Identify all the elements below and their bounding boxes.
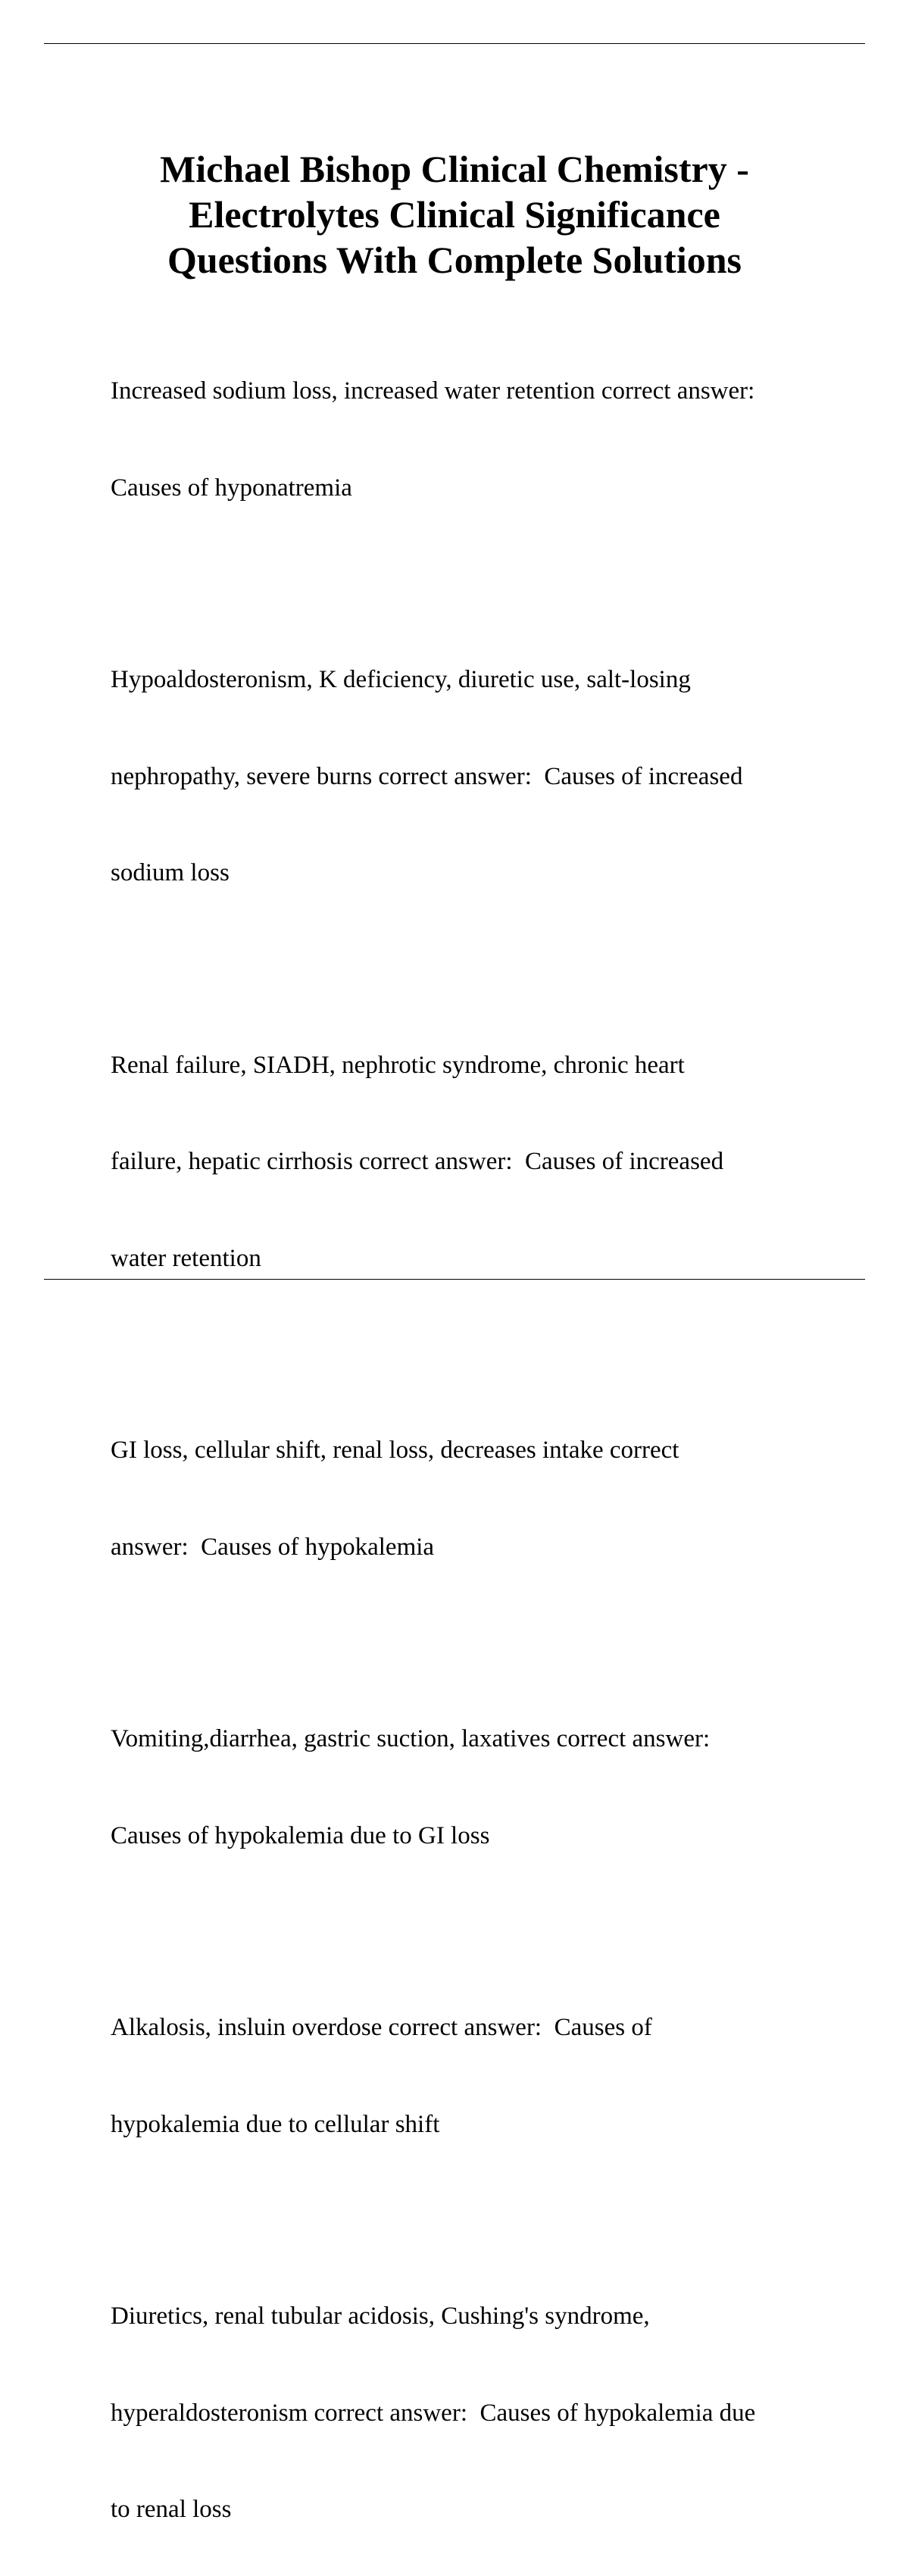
title-line: Electrolytes Clinical Significance [189,193,720,236]
qa-line: to renal loss [111,2496,232,2523]
qa-item [111,599,830,954]
qa-line: sodium loss [111,859,230,886]
qa-item [111,985,830,1340]
qa-list [111,311,830,2576]
qa-item [111,1370,830,1627]
qa-line: Diuretics, renal tubular acidosis, Cushing's syndrome, [111,2302,650,2330]
qa-line: hyperaldosteronism correct answer: Causes of hypokalemia due [111,2399,756,2427]
qa-line: Alkalosis, insluin overdose correct answer: Causes of [111,2014,652,2041]
qa-line: Increased sodium loss, increased water retention correct answer: [111,377,755,405]
qa-item [111,2236,830,2576]
qa-line: hypokalemia due to cellular shift [111,2110,440,2138]
qa-line: nephropathy, severe burns correct answer: Causes of increased [111,762,743,790]
qa-line: Causes of hyponatremia [111,474,352,502]
qa-line: GI loss, cellular shift, renal loss, decreases intake correct [111,1436,679,1464]
top-rule [44,43,865,44]
title-line: Michael Bishop Clinical Chemistry - [160,148,749,190]
title-line: Questions With Complete Solutions [167,239,742,281]
qa-item [111,311,830,568]
qa-line: Renal failure, SIADH, nephrotic syndrome, chronic heart [111,1051,685,1079]
document-title [76,146,833,283]
bottom-rule [44,1279,865,1280]
qa-line: Causes of hypokalemia due to GI loss [111,1821,490,1849]
qa-line: answer: Causes of hypokalemia [111,1533,435,1561]
qa-item [111,1947,830,2205]
qa-line: water retention [111,1244,261,1272]
qa-line: failure, hepatic cirrhosis correct answer: Causes of increased [111,1148,724,1175]
qa-item [111,1658,830,1916]
qa-line: Hypoaldosteronism, K deficiency, diuretic use, salt-losing [111,666,691,693]
qa-line: Vomiting,diarrhea, gastric suction, laxatives correct answer: [111,1725,711,1752]
